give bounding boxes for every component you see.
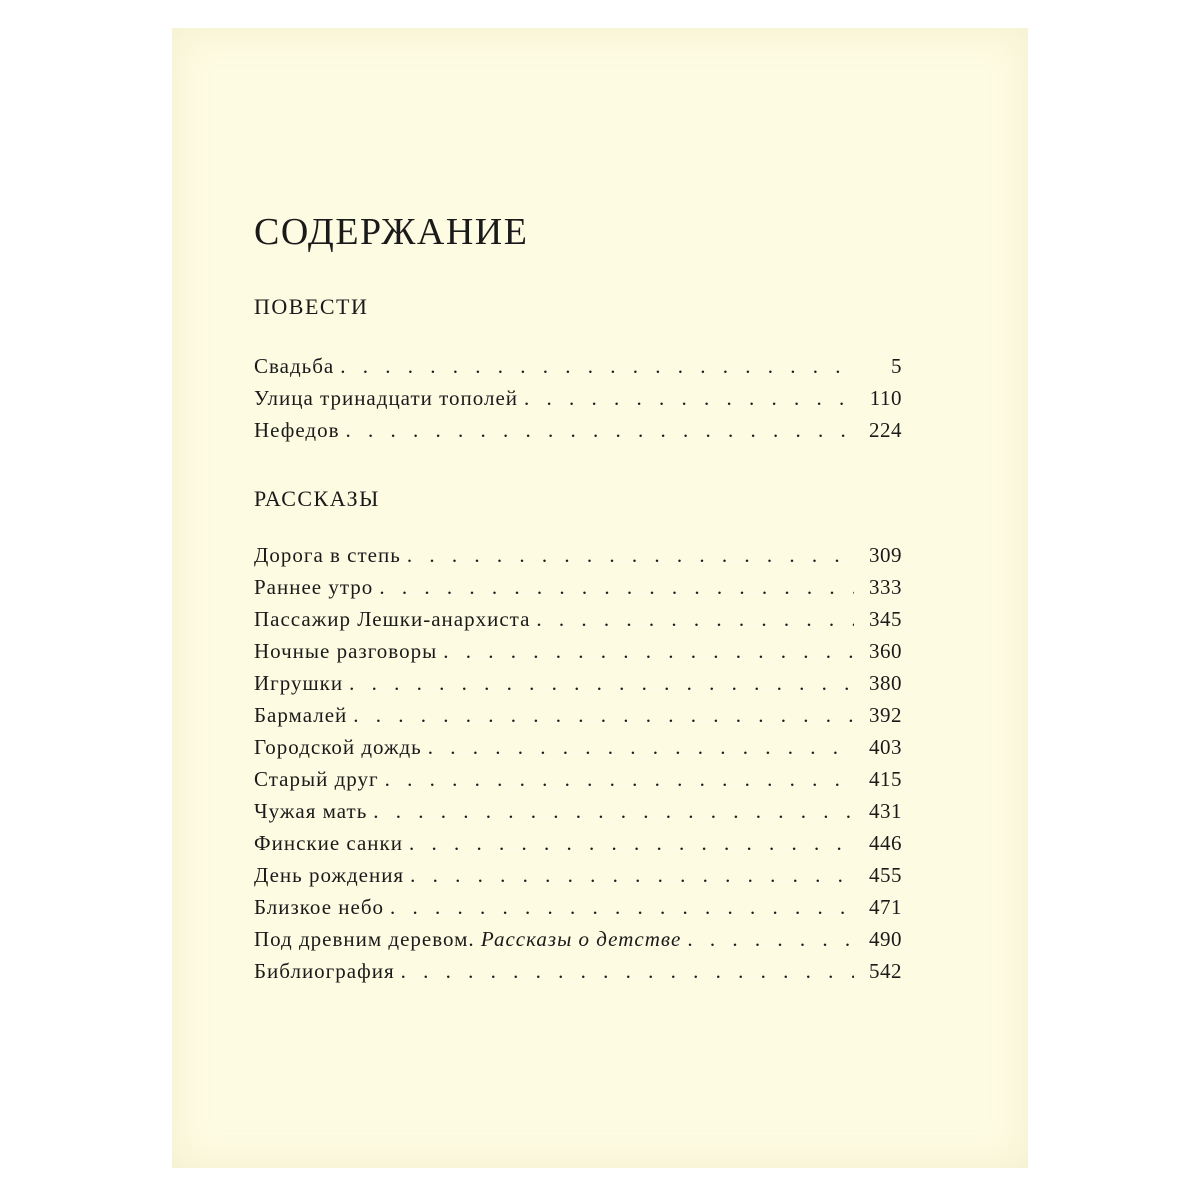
dot-leader bbox=[687, 927, 854, 952]
toc-entry bbox=[254, 895, 902, 927]
toc-entry bbox=[254, 639, 902, 671]
toc-entry-page-number: 446 bbox=[869, 831, 902, 855]
toc-entry-title bbox=[254, 959, 395, 984]
toc-entry-page-number: 455 bbox=[869, 863, 902, 887]
section-heading-povesti: ПОВЕСТИ bbox=[254, 294, 369, 319]
toc-entry-title bbox=[254, 607, 530, 632]
toc-entry-page-number: 542 bbox=[869, 959, 902, 983]
toc-entry bbox=[254, 799, 902, 831]
toc-entry bbox=[254, 354, 902, 386]
toc-entry-page-number: 490 bbox=[869, 927, 902, 951]
toc-entry bbox=[254, 703, 902, 735]
page-title: СОДЕРЖАНИЕ bbox=[254, 211, 529, 253]
toc-entry-page-number: 224 bbox=[869, 418, 902, 442]
toc-entry-title-text: Бармалей bbox=[254, 703, 348, 727]
toc-entry-title-text: Нефедов bbox=[254, 418, 340, 442]
toc-entry bbox=[254, 735, 902, 767]
toc-entry-title bbox=[254, 831, 403, 856]
toc-entry-title bbox=[254, 418, 340, 443]
toc-list-rasskazy bbox=[254, 543, 902, 991]
toc-entry-page-number: 309 bbox=[869, 543, 902, 567]
toc-entry-title bbox=[254, 735, 422, 760]
dot-leader bbox=[390, 895, 854, 920]
toc-entry-title-text: Близкое небо bbox=[254, 895, 385, 919]
toc-entry-subtitle: Рассказы о детстве bbox=[480, 927, 682, 951]
toc-entry bbox=[254, 386, 902, 418]
toc-entry-title bbox=[254, 703, 347, 728]
dot-leader bbox=[385, 767, 854, 792]
toc-entry-page-number: 392 bbox=[869, 703, 902, 727]
toc-entry-title-text: День рождения bbox=[254, 863, 405, 887]
toc-entry-title bbox=[254, 767, 379, 792]
toc-entry-title-text: Библиография bbox=[254, 959, 395, 983]
section-heading-rasskazy: РАССКАЗЫ bbox=[254, 486, 380, 511]
toc-entry bbox=[254, 575, 902, 607]
toc-entry-title bbox=[254, 927, 681, 952]
toc-entry-title-text: Раннее утро bbox=[254, 575, 374, 599]
toc-entry bbox=[254, 607, 902, 639]
toc-entry-title-text: Чужая мать bbox=[254, 799, 368, 823]
toc-entry-page-number: 380 bbox=[869, 671, 902, 695]
toc-entry-title bbox=[254, 639, 437, 664]
toc-entry bbox=[254, 863, 902, 895]
toc-entry-page-number: 403 bbox=[869, 735, 902, 759]
dot-leader bbox=[536, 607, 854, 632]
toc-entry-page-number: 333 bbox=[869, 575, 902, 599]
dot-leader bbox=[409, 831, 854, 856]
toc-entry bbox=[254, 831, 902, 863]
dot-leader bbox=[346, 418, 855, 443]
toc-entry-page-number: 5 bbox=[891, 354, 902, 378]
toc-entry-page-number: 471 bbox=[869, 895, 902, 919]
toc-entry bbox=[254, 767, 902, 799]
dot-leader bbox=[428, 735, 854, 760]
toc-entry-title-text: Свадьба bbox=[254, 354, 335, 378]
toc-entry-title-text: Улица тринадцати тополей bbox=[254, 386, 519, 410]
dot-leader bbox=[373, 799, 854, 824]
dot-leader bbox=[349, 671, 854, 696]
toc-entry-page-number: 415 bbox=[869, 767, 902, 791]
toc-entry-title-text: Ночные разговоры bbox=[254, 639, 438, 663]
toc-entry-title bbox=[254, 386, 518, 411]
toc-entry-title bbox=[254, 863, 404, 888]
dot-leader bbox=[407, 543, 854, 568]
toc-entry-title-text: Финские санки bbox=[254, 831, 403, 855]
toc-entry-page-number: 360 bbox=[869, 639, 902, 663]
toc-entry bbox=[254, 671, 902, 703]
toc-entry-title bbox=[254, 354, 334, 379]
toc-entry-title-text: Под древним деревом. bbox=[254, 927, 475, 951]
toc-entry bbox=[254, 543, 902, 575]
dot-leader bbox=[410, 863, 854, 888]
toc-entry-title bbox=[254, 543, 401, 568]
toc-entry-title-text: Городской дождь bbox=[254, 735, 422, 759]
dot-leader bbox=[353, 703, 854, 728]
toc-entry-title bbox=[254, 895, 384, 920]
toc-entry-title-text: Игрушки bbox=[254, 671, 344, 695]
toc-entry bbox=[254, 959, 902, 991]
toc-entry bbox=[254, 927, 902, 959]
toc-entry-title bbox=[254, 671, 343, 696]
toc-entry-title-text: Старый друг bbox=[254, 767, 379, 791]
toc-entry-page-number: 345 bbox=[869, 607, 902, 631]
dot-leader bbox=[340, 354, 854, 379]
toc-entry bbox=[254, 418, 902, 450]
dot-leader bbox=[524, 386, 854, 411]
dot-leader bbox=[443, 639, 854, 664]
toc-entry-title-text: Дорога в степь bbox=[254, 543, 401, 567]
toc-entry-page-number: 431 bbox=[869, 799, 902, 823]
toc-entry-page-number: 110 bbox=[869, 386, 902, 410]
dot-leader bbox=[379, 575, 854, 600]
toc-list-povesti bbox=[254, 354, 902, 450]
dot-leader bbox=[401, 959, 854, 984]
toc-entry-title bbox=[254, 575, 373, 600]
toc-entry-title-text: Пассажир Лешки-анархиста bbox=[254, 607, 531, 631]
toc-entry-title bbox=[254, 799, 367, 824]
